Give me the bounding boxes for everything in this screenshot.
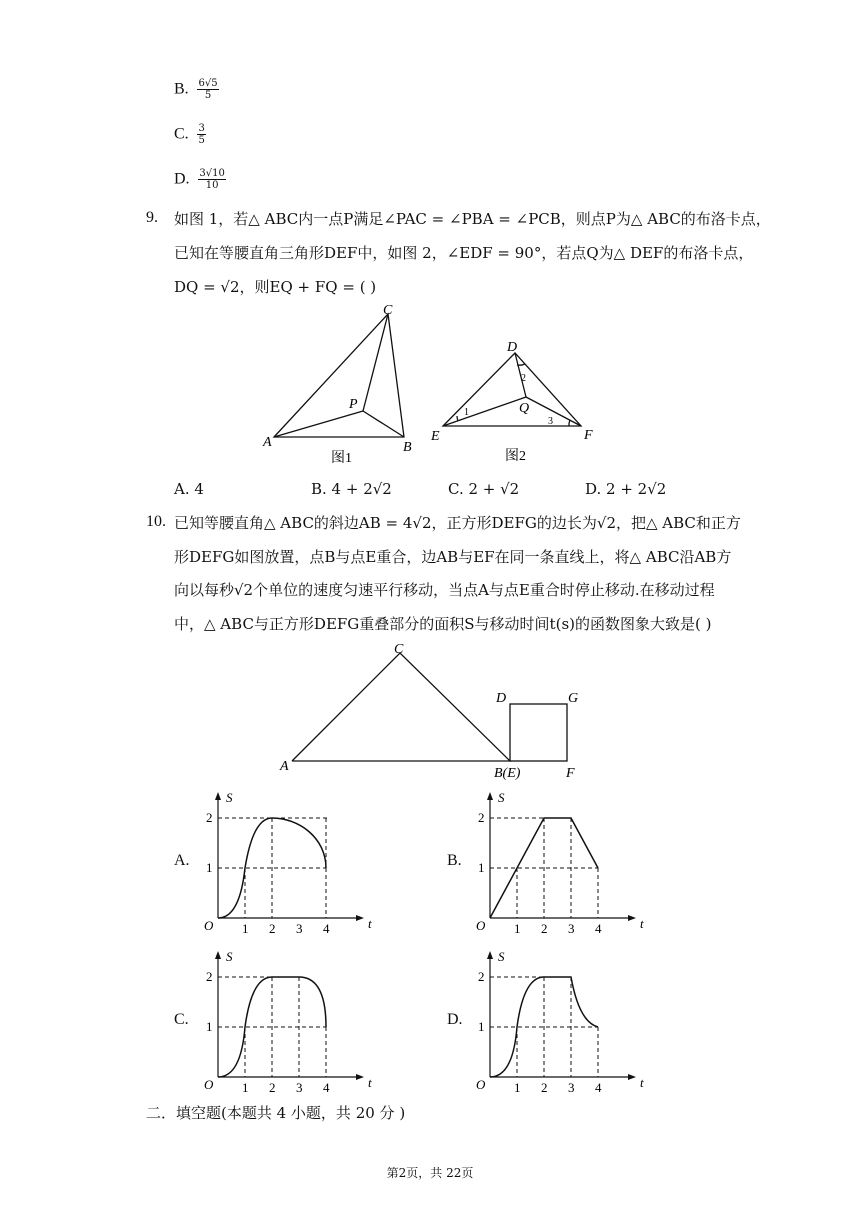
segment-pb (363, 411, 404, 437)
angle-3-arc (569, 420, 570, 426)
q10-line-4: 中，△ ABC与正方形DEFG重叠部分的面积S与移动时间t(s)的函数图象大致是( ) (174, 615, 712, 633)
label-d: D (507, 340, 518, 355)
axis-label-s: S (498, 949, 505, 964)
label-c: C (383, 303, 393, 318)
segment-qe (443, 397, 526, 426)
q8-option-d-fraction: $\frac{3√10}{10}$ (199, 168, 225, 191)
q10-line-2: 形DEFG如图放置，点B与点E重合，边AB与EF在同一条直线上，将△ ABC沿AB方 (174, 548, 732, 566)
axis-label-t: t (368, 916, 372, 931)
axis-label-t: t (640, 916, 644, 931)
page-footer: 第2页，共 22页 (386, 1166, 474, 1180)
q9-option-a: A. 4 (174, 480, 204, 498)
x-tick-2: 2 (269, 1080, 276, 1095)
x-tick-3: 3 (568, 1080, 575, 1095)
label-c: C (394, 642, 404, 657)
label-b: B (403, 440, 412, 455)
y-tick-2: 2 (478, 969, 485, 984)
q10-line-3: 向以每秒√2个单位的速度匀速平行移动，当点A与点E重合时停止移动.在移动过程 (174, 581, 715, 599)
label-d: D (496, 691, 507, 706)
q10-graph-c-letter: C. (174, 1011, 189, 1028)
label-q: Q (519, 401, 530, 416)
q9-figure-1 (274, 314, 404, 437)
x-tick-3: 3 (568, 921, 575, 936)
origin-label: O (476, 1077, 486, 1092)
origin-label: O (476, 918, 486, 933)
section-2-heading: 二．填空题(本题共 4 小题，共 20 分 ) (146, 1104, 406, 1122)
angle-1-label: 1 (464, 407, 469, 418)
label-f: F (566, 766, 575, 781)
origin-label: O (204, 1077, 214, 1092)
q10-number: 10. (146, 513, 166, 530)
q10-graph-b-letter: B. (447, 852, 462, 869)
x-tick-4: 4 (595, 1080, 602, 1095)
x-tick-1: 1 (242, 921, 249, 936)
q9-option-b: B. 4 + 2√2 (311, 480, 392, 498)
x-tick-3: 3 (296, 921, 303, 936)
x-tick-2: 2 (541, 1080, 548, 1095)
segment-pa (274, 411, 363, 437)
q10-graph-a-letter: A. (174, 852, 190, 869)
x-tick-2: 2 (269, 921, 276, 936)
segment-pc (363, 314, 388, 411)
q8-option-b-fraction: $\frac{6√5}{5}$ (198, 78, 218, 101)
label-f: F (584, 428, 593, 443)
x-axis-arrow (356, 1074, 364, 1080)
y-axis-arrow (215, 951, 221, 959)
y-tick-2: 2 (206, 810, 213, 825)
q9-line-2: 已知在等腰直角三角形DEF中，如图 2，∠EDF = 90°，若点Q为△ DEF的布洛卡点， (174, 244, 754, 262)
y-tick-1: 1 (206, 860, 213, 875)
x-tick-3: 3 (296, 1080, 303, 1095)
angle-2-label: 2 (521, 373, 526, 384)
x-tick-4: 4 (323, 1080, 330, 1095)
x-axis-arrow (628, 1074, 636, 1080)
axis-label-s: S (226, 790, 233, 805)
square-defg (510, 704, 567, 761)
q10-graph-d-letter: D. (447, 1011, 463, 1028)
q9-option-c: C. 2 + √2 (448, 480, 520, 498)
q8-option-c: C. $\frac{3}{5}$ (174, 123, 205, 146)
x-tick-4: 4 (595, 921, 602, 936)
x-tick-1: 1 (242, 1080, 249, 1095)
x-tick-2: 2 (541, 921, 548, 936)
q10-graph-a (200, 786, 370, 936)
fig1-caption: 图1 (331, 451, 352, 466)
q8-option-d: D. $\frac{3√10}{10}$ (174, 168, 225, 191)
x-tick-1: 1 (514, 921, 521, 936)
q8-option-b: B. $\frac{6√5}{5}$ (174, 78, 218, 101)
x-axis-arrow (356, 915, 364, 921)
q9-option-d: D. 2 + 2√2 (585, 480, 667, 498)
x-tick-1: 1 (514, 1080, 521, 1095)
label-e: E (431, 429, 440, 444)
y-tick-1: 1 (478, 1019, 485, 1034)
axis-label-t: t (368, 1075, 372, 1090)
q9-figures (255, 298, 615, 470)
y-axis-arrow (487, 792, 493, 800)
q10-graph-d (472, 945, 642, 1095)
axis-label-s: S (226, 949, 233, 964)
y-tick-1: 1 (478, 860, 485, 875)
fig2-caption: 图2 (505, 449, 526, 464)
x-tick-4: 4 (323, 921, 330, 936)
q10-line-1: 已知等腰直角△ ABC的斜边AB = 4√2，正方形DEFG的边长为√2，把△ ABC和正方 (174, 514, 741, 532)
axis-label-s: S (498, 790, 505, 805)
axis-label-t: t (640, 1075, 644, 1090)
triangle-abc-moving (292, 653, 510, 761)
label-p: P (349, 397, 358, 412)
segment-qf (526, 397, 581, 426)
angle-3-label: 3 (548, 416, 553, 427)
label-a: A (280, 759, 289, 774)
y-axis-arrow (487, 951, 493, 959)
angle-1-arc (457, 416, 458, 421)
y-tick-2: 2 (478, 810, 485, 825)
q10-graph-b (472, 786, 642, 936)
y-tick-1: 1 (206, 1019, 213, 1034)
label-be: B(E) (494, 766, 521, 781)
q10-graph-c (200, 945, 370, 1095)
q9-line-1: 如图 1，若△ ABC内一点P满足∠PAC = ∠PBA = ∠PCB，则点P为△ ABC的布洛卡点， (174, 210, 771, 228)
q10-setup-figure (270, 636, 590, 782)
q9-line-3: DQ = √2，则EQ + FQ = ( ) (174, 278, 377, 296)
y-tick-2: 2 (206, 969, 213, 984)
q8-option-c-fraction: $\frac{3}{5}$ (198, 123, 205, 146)
label-g: G (568, 691, 579, 706)
x-axis-arrow (628, 915, 636, 921)
label-a: A (263, 435, 272, 450)
origin-label: O (204, 918, 214, 933)
q9-number: 9. (146, 209, 158, 226)
y-axis-arrow (215, 792, 221, 800)
